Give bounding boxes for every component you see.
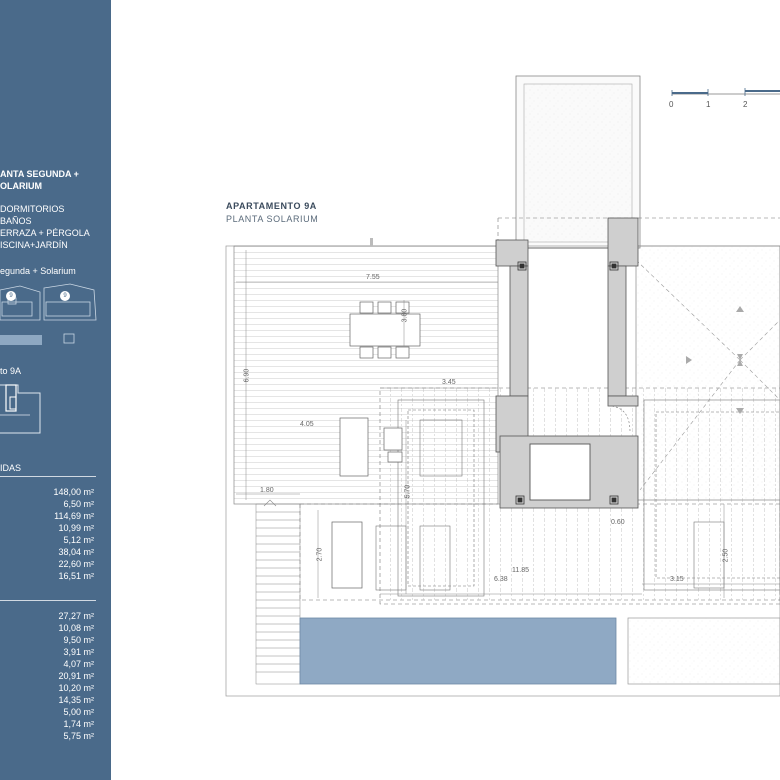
- dimension-label: 3.45: [442, 379, 456, 386]
- sun-lounger: [340, 418, 368, 476]
- thumb-badge-1: 9: [6, 291, 16, 301]
- area-value: 14,35 m²: [58, 695, 94, 705]
- dimension-label: 0.60: [611, 519, 625, 526]
- floors-label: egunda + Solarium: [0, 266, 76, 276]
- dimension-label: 6.90: [243, 368, 251, 383]
- scale-label: 1: [706, 100, 711, 109]
- scale-bar: [672, 88, 780, 96]
- plan-subtitle: PLANTA SOLARIUM: [226, 214, 319, 224]
- area-value: 16,51 m²: [58, 571, 94, 581]
- dimension-label: 3.80: [401, 308, 409, 323]
- area-value: 10,08 m²: [58, 623, 94, 633]
- hip-roof: [636, 246, 780, 500]
- thumb-badge-2: 9: [60, 291, 70, 301]
- dimension-label: 11.85: [512, 567, 529, 574]
- dimension-label: 6.38: [494, 576, 508, 583]
- areas-heading: IDAS: [0, 463, 22, 473]
- sun-lounger: [332, 522, 362, 588]
- feature-bedrooms: DORMITORIOS: [0, 204, 65, 214]
- plan-title-line1: ANTA SEGUNDA +: [0, 169, 79, 179]
- dimension-label: 1.80: [260, 487, 274, 494]
- area-value: 114,69 m²: [54, 511, 94, 521]
- scale-label: 2: [743, 100, 748, 109]
- side-table: [384, 428, 402, 450]
- feature-terrace: ERRAZA + PÉRGOLA: [0, 228, 90, 238]
- area-value: 22,60 m²: [58, 559, 94, 569]
- area-value: 9,50 m²: [63, 635, 94, 645]
- area-value: 4,07 m²: [63, 659, 94, 669]
- dimension-label: 7.55: [366, 274, 380, 281]
- dimension-label: 2.70: [316, 547, 324, 562]
- area-value: 10,99 m²: [58, 523, 94, 533]
- area-value: 1,74 m²: [63, 719, 94, 729]
- area-value: 148,00 m²: [53, 487, 94, 497]
- apartment-label: to 9A: [0, 366, 22, 376]
- dimension-label: 4.05: [300, 421, 314, 428]
- garden-area: [628, 618, 780, 684]
- apartment-title: APARTAMENTO 9A: [226, 201, 317, 211]
- stair: [256, 504, 300, 684]
- area-value: 3,91 m²: [63, 647, 94, 657]
- dimension-label: 3.15: [670, 576, 684, 583]
- area-value: 5,12 m²: [63, 535, 94, 545]
- feature-pool: ISCINA+JARDÍN: [0, 240, 68, 250]
- dimension-label: 5.70: [404, 484, 412, 499]
- swimming-pool: [300, 618, 616, 684]
- area-value: 5,75 m²: [63, 731, 94, 741]
- dimension-label: 2.50: [722, 548, 730, 563]
- scale-label: 0: [669, 100, 674, 109]
- area-value: 5,00 m²: [63, 707, 94, 717]
- area-value: 20,91 m²: [58, 671, 94, 681]
- feature-bathrooms: BAÑOS: [0, 216, 32, 226]
- area-value: 27,27 m²: [58, 611, 94, 621]
- plan-title-line2: OLARIUM: [0, 181, 42, 191]
- area-value: 6,50 m²: [63, 499, 94, 509]
- area-value: 38,04 m²: [58, 547, 94, 557]
- stairwell-opening: [530, 444, 590, 500]
- area-value: 10,20 m²: [58, 683, 94, 693]
